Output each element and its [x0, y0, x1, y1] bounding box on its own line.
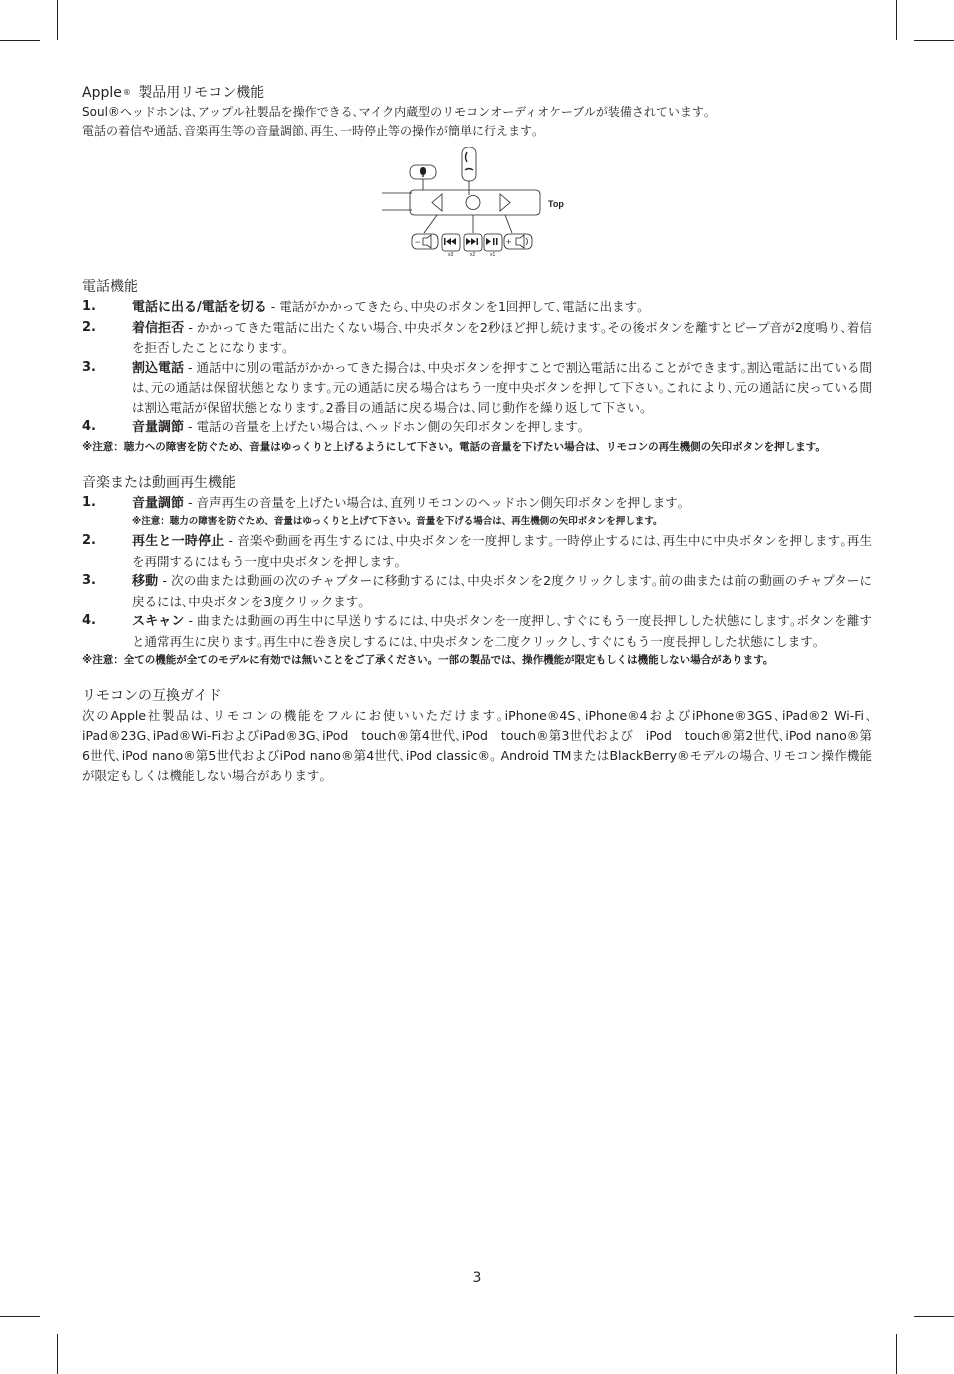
item-content: [132, 493, 872, 514]
item-content: [132, 318, 872, 358]
phone-functions-list: [82, 297, 872, 438]
music-functions-list: [82, 493, 872, 652]
multiplier-label: x2: [470, 252, 476, 258]
remote-control-diagram: [382, 147, 582, 269]
microphone-icon: [420, 167, 426, 177]
list-item: [82, 611, 872, 651]
crop-mark: [914, 40, 954, 41]
phone-volume-note: ※注意：聴力への障害を防ぐため、音量はゆっくりと上げるようにして下さい。電話の音量を下げたい場合は、リモコンの再生機側の矢印ボタンを押します。: [82, 440, 826, 453]
item-text: - 電話がかかってきたら､中央のボタンを1回押して､電話に出ます｡: [266, 299, 644, 314]
phone-functions-section: [82, 277, 872, 457]
compatibility-note: ※注意：全ての機能が全てのモデルに有効では無いことをご了承ください。一部の製品では、操作機能が限定もしくは機能しない場合があります。: [82, 654, 774, 666]
music-functions-section: [82, 473, 872, 671]
volume-subnote-row: [82, 513, 872, 531]
item-term: スキャン: [132, 614, 185, 629]
intro-line-1: Soul®ヘッドホンは､アップル社製品を操作できる､マイク内蔵型のリモコンオーディオケーブルが装備されています｡: [82, 105, 710, 119]
item-term: 電話に出る/電話を切る: [132, 300, 267, 315]
item-number: 3.: [82, 573, 96, 588]
center-button-icon: [466, 196, 480, 210]
section-spacer: [82, 670, 872, 686]
item-term: 音量調節: [132, 495, 185, 511]
play-pause-icon: [486, 238, 498, 245]
minus-sign: −: [415, 237, 421, 247]
speaker-plus-icon: [516, 235, 528, 248]
item-term: 着信拒否: [132, 320, 185, 336]
item-text: - 次の曲または動画の次のチャプターに移動するには､中央ボタンを2度クリックします｡前の曲または前の動画のチャプターに戻るには､中央ボタンを3度クリックます｡: [132, 573, 872, 609]
crop-mark: [896, 1334, 897, 1374]
phone-icon: [465, 152, 473, 170]
top-label: Top: [548, 199, 564, 209]
item-number: 2.: [82, 533, 96, 548]
remote-body: [410, 190, 540, 215]
item-text: - かかってきた電話に出たくない場合､中央ボタンを2秒ほど押し続けます｡その後ボタンを離すとビープ音が2度鳴り､着信を拒否したことになります｡: [132, 319, 872, 355]
registered-mark: ®: [122, 88, 131, 97]
heading-rest: 製品用リモコン機能: [138, 85, 265, 101]
list-item: [82, 417, 872, 438]
crop-mark: [0, 40, 40, 41]
plus-sign: +: [506, 237, 512, 247]
list-item: [82, 358, 872, 418]
volume-subnote: ※注意：聴力の障害を防ぐため、音量はゆっくりと上げて下さい。音量を下げる場合は、再生機側の矢印ボタンを押します。: [132, 516, 663, 527]
heading-brand: Apple: [82, 85, 122, 101]
crop-mark: [914, 1316, 954, 1317]
item-content: [132, 531, 872, 571]
compatibility-guide-heading: リモコンの互換ガイド: [82, 688, 222, 704]
item-content: [132, 611, 872, 651]
right-arrow-icon: [500, 194, 510, 211]
list-item: [82, 318, 872, 358]
item-text: - 通話中に別の電話がかかってきた揚合は､中央ボタンを押すことで割込電話に出ることができます｡割込電話に出ている間は､元の通話は保留状態となります｡元の通話に戻る場合はちう一度中央ボタンを押して下さい｡これにより､元の通話に戻っている間は割込電話が保留状態となります｡2番目の通話に戻る場合は､同じ動作を繰り返して下さい｡: [132, 359, 872, 415]
item-term: 音量調節: [132, 420, 185, 435]
music-functions-heading: 音楽または動画再生機能: [82, 474, 236, 491]
item-number: 4.: [82, 419, 96, 434]
item-number: 1.: [82, 299, 96, 314]
item-number: 4.: [82, 613, 96, 628]
item-text: - 曲または動画の再生中に早送りするには､中央ボタンを一度押し､すぐにもう一度長押しした状態にします｡ボタンを離すと通常再生に戻ります｡再生中に巻き戻しするには､中央ボタンを二度クリックし､すぐにもう一度長押しした状態にします｡: [132, 613, 872, 649]
fast-forward-icon: [466, 238, 478, 245]
item-number: 1.: [82, 494, 96, 510]
crop-mark: [896, 0, 897, 40]
crop-mark: [57, 0, 58, 40]
item-content: [132, 571, 872, 611]
item-term: 移動: [132, 574, 159, 589]
compatibility-guide-section: [82, 686, 872, 786]
crop-mark: [0, 1316, 40, 1317]
item-content: [132, 417, 872, 438]
list-item: [82, 493, 872, 514]
intro-line-2: 電話の着信や通話､音楽再生等の音量調節､再生､一時停止等の操作が簡単に行えます｡: [82, 124, 539, 138]
section-spacer: [82, 457, 872, 473]
item-content: [132, 358, 872, 418]
multiplier-label: x1: [490, 252, 496, 258]
page-number: 3: [472, 1270, 482, 1286]
item-term: 再生と一時停止: [132, 534, 225, 549]
item-text: - 音楽や動画を再生するには､中央ボタンを一度押します｡一時停止するには､再生中に中央ボタンを押します｡再生を再開するにはもう一度中央ボタンを押します｡: [132, 533, 872, 569]
crop-mark: [57, 1334, 58, 1374]
list-item: [82, 531, 872, 571]
list-item: [82, 571, 872, 611]
compatibility-guide-text: 次のApple社製品は､リモコンの機能をフルにお使いいただけます｡iPhone®4S､iPhone®4およびiPhone®3GS､iPad®2 Wi-Fi､iPad®23G､iPad®Wi-FiおよびiPad®3G､iPod touch®第4世代､iPod touch®第3世代および iPod touch®第2世代､iPod nano®第6世代､iPod nano®第5世代およびiPod nano®第4世代､iPod classic®｡ Android TMまたはBlackBerry®モデルの場合､リモコン操作機能が限定もしくは機能しない場合があります｡: [82, 708, 872, 783]
list-item: [82, 297, 872, 318]
apple-remote-heading: [82, 83, 872, 103]
item-content: [132, 297, 872, 318]
item-number: 3.: [82, 359, 96, 375]
phone-functions-heading: 電話機能: [82, 279, 138, 295]
multiplier-label: x3: [448, 252, 454, 258]
left-arrow-icon: [432, 194, 442, 211]
item-term: 割込電話: [132, 360, 185, 376]
item-text: - 電話の音量を上げたい場合は､ヘッドホン側の矢印ボタンを押します｡: [184, 419, 584, 434]
phone-badge: [462, 147, 476, 181]
page-content: [82, 83, 872, 786]
apple-remote-section: [82, 83, 872, 141]
item-text: - 音声再生の音量を上げたい場合は､直列リモコンのヘッドホン側矢印ボタンを押します｡: [184, 494, 684, 510]
speaker-minus-icon: [423, 235, 431, 248]
rewind-icon: [444, 238, 456, 245]
item-number: 2.: [82, 319, 96, 335]
